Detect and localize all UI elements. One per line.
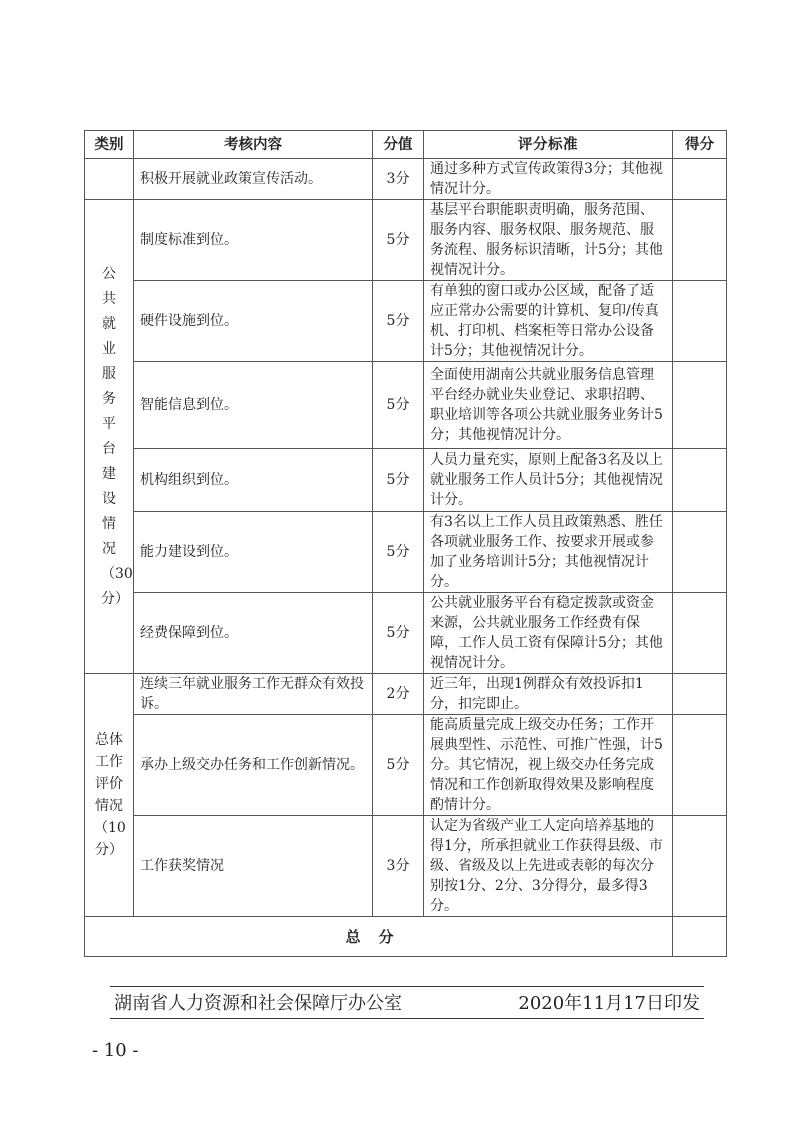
table-row [85,593,727,674]
table-row [85,449,727,512]
table-header [85,131,727,159]
content-cell: 机构组织到位。 [134,449,373,512]
issuer: 湖南省人力资源和社会保障厅办公室 [114,993,402,1014]
score-cell: 5分 [373,449,424,512]
issuance-footer [110,986,704,1019]
points-cell [673,593,727,674]
category-label: 总体工作评价情况（10分） [94,732,126,858]
points-cell [673,362,727,449]
score-cell: 5分 [373,281,424,362]
criteria-cell: 全面使用湖南公共就业服务信息管理平台经办就业失业登记、求职招聘、职业培训等各项公共就业服务业务计5分；其他视情况计分。 [424,362,673,449]
category-cell [85,159,134,200]
category-label: 公共就业服务平台建设情况（30分） [101,265,133,607]
table-row [85,512,727,593]
content-cell: 硬件设施到位。 [134,281,373,362]
points-cell [673,512,727,593]
table-row [85,200,727,281]
table-row [85,362,727,449]
header-content: 考核内容 [134,131,373,159]
criteria-cell: 公共就业服务平台有稳定拨款或资金来源，公共就业服务工作经费有保障，工作人员工资有保障计5分；其他视情况计分。 [424,593,673,674]
table-row [85,715,727,816]
score-cell: 5分 [373,362,424,449]
criteria-cell: 有3名以上工作人员且政策熟悉、胜任各项就业服务工作、按要求开展或参加了业务培训计5分；其他视情况计分。 [424,512,673,593]
category-cell [85,674,134,917]
criteria-cell: 近三年，出现1例群众有效投诉扣1分，扣完即止。 [424,674,673,715]
points-cell [673,200,727,281]
criteria-cell: 认定为省级产业工人定向培养基地的得1分，所承担就业工作获得县级、市级、省级及以上先进或表彰的每次分别按1分、2分、3分得分，最多得3分。 [424,816,673,917]
score-cell: 5分 [373,512,424,593]
criteria-cell: 基层平台职能职责明确，服务范围、服务内容、服务权限、服务规范、服务流程、服务标识清晰，计5分；其他视情况计分。 [424,200,673,281]
points-cell [673,674,727,715]
table-row [85,816,727,917]
points-cell [673,449,727,512]
score-cell: 5分 [373,593,424,674]
content-cell: 制度标准到位。 [134,200,373,281]
table-row [85,281,727,362]
content-cell: 连续三年就业服务工作无群众有效投诉。 [134,674,373,715]
content-cell: 工作获奖情况 [134,816,373,917]
score-cell: 5分 [373,715,424,816]
total-row [85,917,727,957]
header-category: 类别 [85,131,134,159]
content-cell: 智能信息到位。 [134,362,373,449]
header-points: 得分 [673,131,727,159]
issue-date: 2020年11月17日印发 [518,993,700,1014]
score-cell: 5分 [373,200,424,281]
assessment-table [84,130,727,957]
score-cell: 3分 [373,159,424,200]
total-label: 总分 [85,917,673,957]
score-cell: 2分 [373,674,424,715]
points-cell [673,715,727,816]
criteria-cell: 能高质量完成上级交办任务；工作开展典型性、示范性、可推广性强，计5分。其它情况，视上级交办任务完成情况和工作创新取得效果及影响程度酌情计分。 [424,715,673,816]
header-score: 分值 [373,131,424,159]
content-cell: 能力建设到位。 [134,512,373,593]
table-row [85,674,727,715]
content-cell: 承办上级交办任务和工作创新情况。 [134,715,373,816]
category-cell [85,200,134,674]
criteria-cell: 有单独的窗口或办公区域，配备了适应正常办公需要的计算机、复印/传真机、打印机、档案柜等日常办公设备计5分；其他视情况计分。 [424,281,673,362]
points-cell [673,281,727,362]
header-criteria: 评分标准 [424,131,673,159]
total-points-cell [673,917,727,957]
criteria-cell: 人员力量充实，原则上配备3名及以上就业服务工作人员计5分；其他视情况计分。 [424,449,673,512]
content-cell: 积极开展就业政策宣传活动。 [134,159,373,200]
content-cell: 经费保障到位。 [134,593,373,674]
table-row [85,159,727,200]
points-cell [673,816,727,917]
page-number: - 10 - [92,1040,139,1061]
points-cell [673,159,727,200]
score-cell: 3分 [373,816,424,917]
criteria-cell: 通过多种方式宣传政策得3分；其他视情况计分。 [424,159,673,200]
